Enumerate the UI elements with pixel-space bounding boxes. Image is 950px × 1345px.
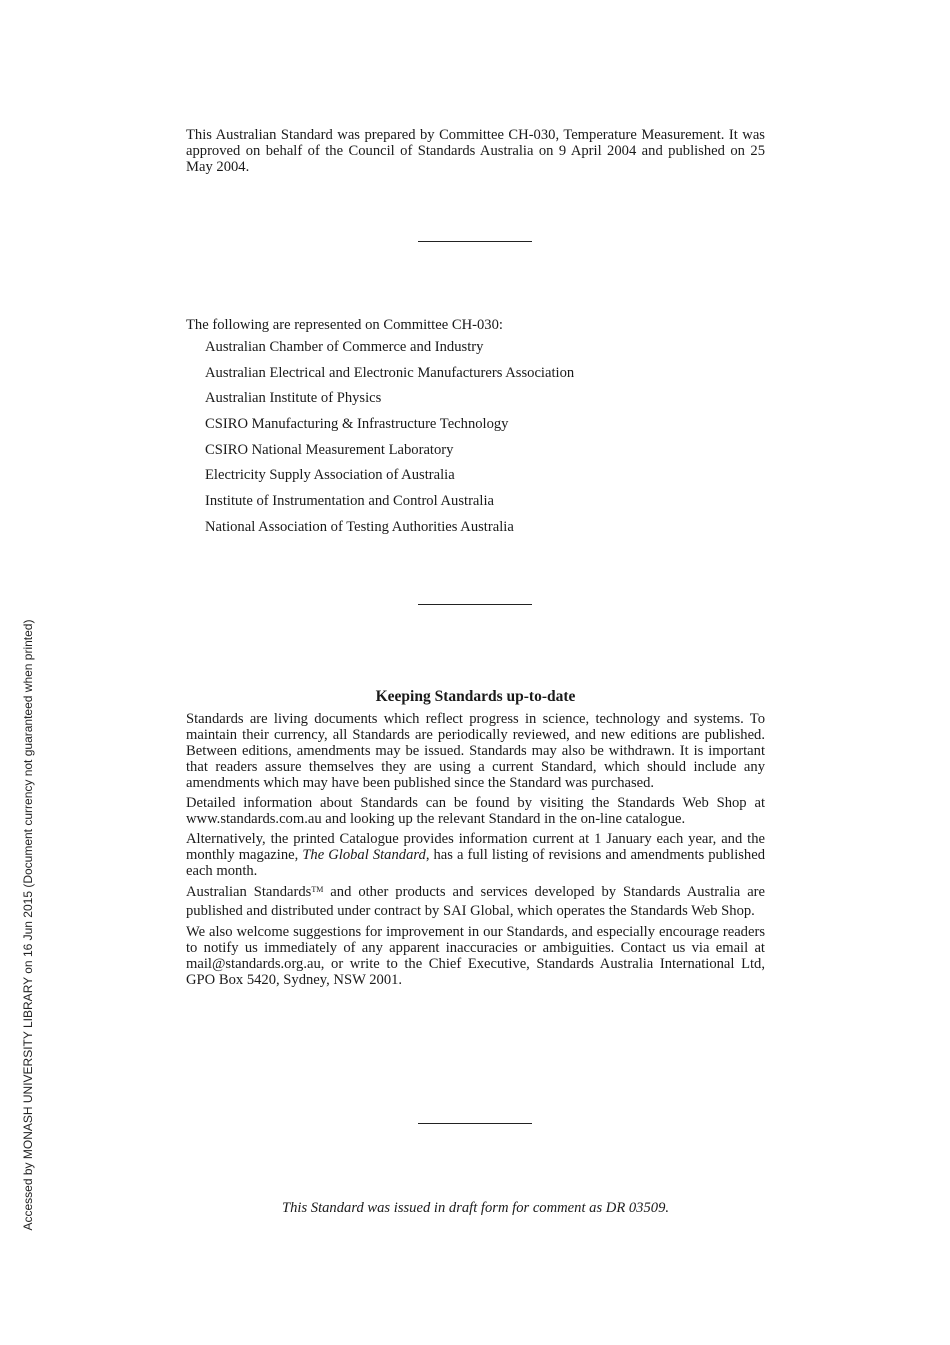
committee-intro: The following are represented on Committee CH-030: — [186, 317, 503, 333]
paragraph: Alternatively, the printed Catalogue provides information current at 1 January each year, and the monthly magazine, The Global Standard, has a full listing of revisions and amendments published each month. — [186, 831, 765, 879]
trademark-symbol: TM — [311, 885, 324, 894]
access-watermark-text: Accessed by MONASH UNIVERSITY LIBRARY on 16 Jun 2015 (Document currency not guaranteed when printed) — [21, 619, 35, 1231]
preamble-text: This Australian Standard was prepared by Committee CH-030, Temperature Measurement. It was approved on behalf of the Council of Standards Australia on 9 April 2004 and published on 25 May 2004. — [186, 127, 765, 175]
draft-note: This Standard was issued in draft form for comment as DR 03509. — [281, 1200, 670, 1216]
list-item: CSIRO Manufacturing & Infrastructure Technology — [205, 416, 509, 433]
divider — [418, 1123, 532, 1124]
member-list — [186, 338, 765, 544]
list-item: Australian Institute of Physics — [205, 390, 382, 407]
divider — [418, 604, 532, 605]
paragraph: Standards are living documents which reflect progress in science, technology and systems. To maintain their currency, all Standards are periodically reviewed, and new editions are published. Between editions, amendments may be issued. Standards may also be withdrawn. It is important that readers assure themselves they are using a current Standard, which should include any amendments which may have been published since the Standard was purchased. — [186, 711, 765, 791]
divider — [418, 241, 532, 242]
keeping-section — [186, 711, 765, 992]
paragraph: Australian Standards™ and other products and services developed by Standards Australia are published and distributed under contract by SAI Global, which operates the Standards Web Shop. — [186, 884, 766, 919]
paragraph: We also welcome suggestions for improvement in our Standards, and especially encourage readers to notify us immediately of any apparent inaccuracies or ambiguities. Contact us via email at mail@standards.org.au, or write to the Chief Executive, Standards Australia International Ltd, GPO Box 5420, Sydney, NSW 2001. — [186, 924, 765, 989]
magazine-title: The Global Standard — [302, 847, 426, 863]
paragraph: Detailed information about Standards can be found by visiting the Standards Web Shop at www.standards.com.au and looking up the relevant Standard in the on-line catalogue. — [186, 795, 765, 827]
list-item: National Association of Testing Authorities Australia — [205, 518, 514, 535]
list-item: Electricity Supply Association of Australia — [205, 467, 455, 484]
list-item: Australian Electrical and Electronic Manufacturers Association — [205, 364, 575, 381]
list-item: Institute of Instrumentation and Control Australia — [205, 493, 494, 510]
list-item: CSIRO National Measurement Laboratory — [205, 441, 454, 458]
list-item: Australian Chamber of Commerce and Industry — [205, 339, 484, 355]
section-heading: Keeping Standards up-to-date — [375, 688, 576, 705]
committee-members — [186, 316, 765, 544]
